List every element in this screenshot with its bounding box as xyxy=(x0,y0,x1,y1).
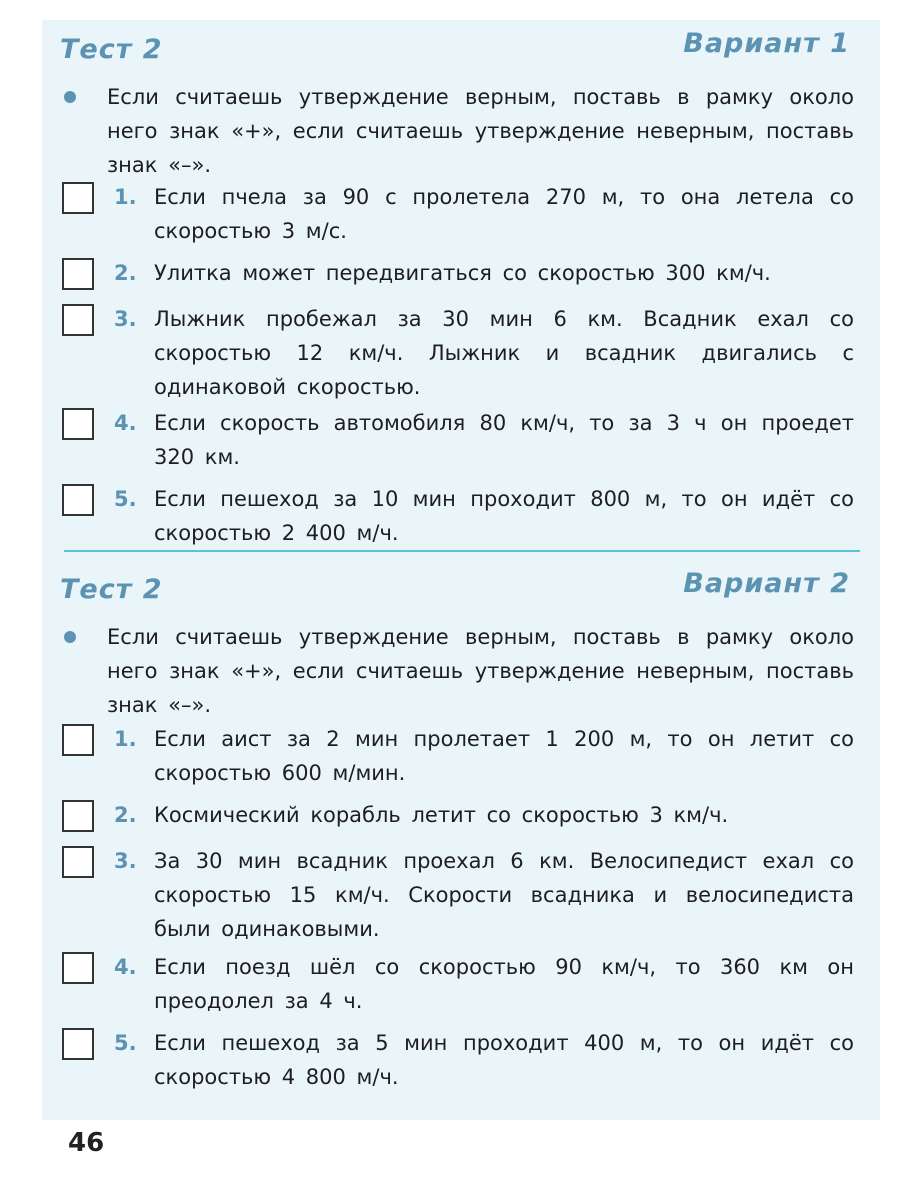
answer-checkbox[interactable] xyxy=(62,182,94,214)
statement-number: 1. xyxy=(114,185,137,209)
test-section-variant-1 xyxy=(42,20,880,555)
answer-checkbox[interactable] xyxy=(62,408,94,440)
statement-item xyxy=(62,180,854,248)
answer-checkbox[interactable] xyxy=(62,724,94,756)
statement-item xyxy=(62,256,854,290)
answer-checkbox[interactable] xyxy=(62,952,94,984)
variant-label: Вариант 1 xyxy=(683,28,850,59)
statement-text: За 30 мин всадник проехал 6 км. Велосипедист ехал со скоростью 15 км/ч. Скорости всадника и велосипедиста были одинаковыми. xyxy=(154,849,854,941)
statement-item xyxy=(62,798,854,832)
worksheet-page xyxy=(42,20,880,1120)
answer-checkbox[interactable] xyxy=(62,800,94,832)
instruction xyxy=(64,80,854,182)
statement-item xyxy=(62,950,854,1018)
answer-checkbox[interactable] xyxy=(62,304,94,336)
statement-number: 4. xyxy=(114,411,137,435)
instruction-text: Если считаешь утверждение верным, поставь в рамку около него знак «+», если считаешь утверждение неверным, поставь знак «–». xyxy=(107,625,854,717)
statement-text: Если аист за 2 мин пролетает 1 200 м, то он летит со скоростью 600 м/мин. xyxy=(154,727,854,785)
section-divider xyxy=(64,550,860,552)
statement-text: Если пешеход за 5 мин проходит 400 м, то он идёт со скоростью 4 800 м/ч. xyxy=(154,1031,854,1089)
answer-checkbox[interactable] xyxy=(62,1028,94,1060)
statement-item xyxy=(62,844,854,946)
statement-number: 2. xyxy=(114,803,137,827)
statement-number: 2. xyxy=(114,261,137,285)
statement-text: Космический корабль летит со скоростью 3 км/ч. xyxy=(154,803,729,827)
statement-number: 5. xyxy=(114,487,137,511)
answer-checkbox[interactable] xyxy=(62,258,94,290)
test-title: Тест 2 xyxy=(60,574,163,605)
statement-item xyxy=(62,482,854,550)
statement-number: 3. xyxy=(114,849,137,873)
statement-item xyxy=(62,1026,854,1094)
test-title: Тест 2 xyxy=(60,34,163,65)
statement-text: Улитка может передвигаться со скоростью 300 км/ч. xyxy=(154,261,771,285)
bullet-icon xyxy=(64,631,76,643)
statement-text: Если пешеход за 10 мин проходит 800 м, то он идёт со скоростью 2 400 м/ч. xyxy=(154,487,854,545)
instruction xyxy=(64,620,854,722)
bullet-icon xyxy=(64,91,76,103)
statement-item xyxy=(62,302,854,404)
statement-item xyxy=(62,722,854,790)
page-number: 46 xyxy=(68,1128,105,1158)
statement-number: 5. xyxy=(114,1031,137,1055)
instruction-text: Если считаешь утверждение верным, поставь в рамку около него знак «+», если считаешь утверждение неверным, поставь знак «–». xyxy=(107,85,854,177)
statement-number: 3. xyxy=(114,307,137,331)
statement-text: Если пчела за 90 с пролетела 270 м, то она летела со скоростью 3 м/с. xyxy=(154,185,854,243)
answer-checkbox[interactable] xyxy=(62,846,94,878)
statement-number: 1. xyxy=(114,727,137,751)
statement-text: Лыжник пробежал за 30 мин 6 км. Всадник ехал со скоростью 12 км/ч. Лыжник и всадник двигались с одинаковой скоростью. xyxy=(154,307,854,399)
statement-text: Если скорость автомобиля 80 км/ч, то за 3 ч он проедет 320 км. xyxy=(154,411,854,469)
test-section-variant-2 xyxy=(42,560,880,1120)
statement-item xyxy=(62,406,854,474)
statement-number: 4. xyxy=(114,955,137,979)
answer-checkbox[interactable] xyxy=(62,484,94,516)
statement-text: Если поезд шёл со скоростью 90 км/ч, то 360 км он преодолел за 4 ч. xyxy=(154,955,854,1013)
variant-label: Вариант 2 xyxy=(683,568,850,599)
